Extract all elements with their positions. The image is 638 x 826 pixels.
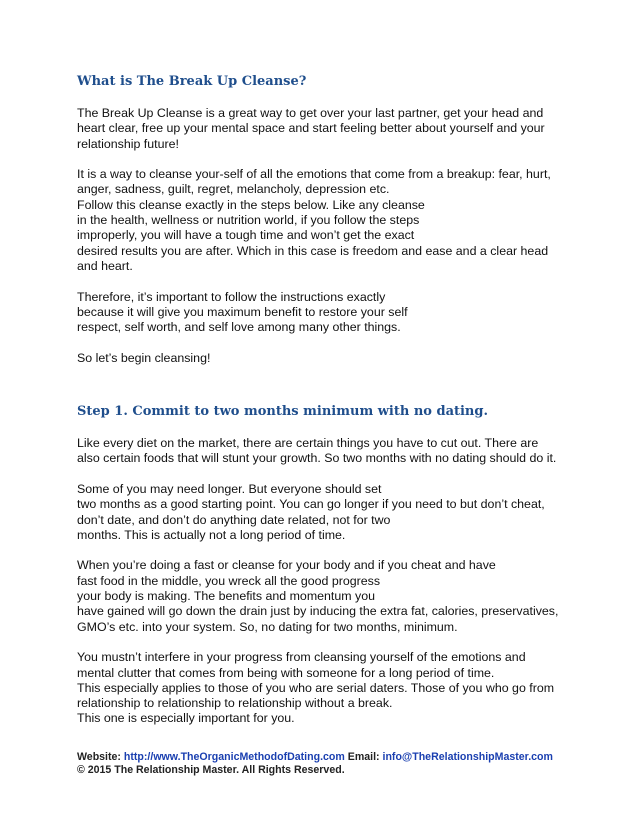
paragraph-diet-analogy [77, 436, 577, 467]
paragraph-two-months [77, 482, 577, 543]
paragraph-follow-instructions [77, 290, 577, 336]
paragraph-cleanse-definition [77, 167, 577, 274]
section-heading-break-up-cleanse: What is The Break Up Cleanse? [77, 74, 307, 89]
text-line: This especially applies to those of you who are serial daters. Those of you who go from [77, 680, 555, 695]
text-line: also certain foods that will stunt your growth. So two months with no dating should do it. [77, 451, 557, 466]
paragraph-gap [77, 467, 577, 482]
paragraph-intro [77, 106, 577, 152]
page-footer [77, 751, 553, 777]
text-line: When you’re doing a fast or cleanse for your body and if you cheat and have [77, 558, 496, 573]
paragraph-gap [77, 335, 577, 350]
text-line: heart clear, free up your mental space and start feeling better about yourself and your [77, 121, 545, 136]
footer-contact-line [77, 751, 553, 764]
paragraph-gap [77, 152, 577, 167]
paragraph-fast-analogy [77, 558, 577, 634]
paragraph-gap [77, 274, 577, 289]
text-line: Follow this cleanse exactly in the steps below. Like any cleanse [77, 197, 425, 212]
text-line: Therefore, it’s important to follow the instructions exactly [77, 289, 386, 304]
text-line: months. This is actually not a long period of time. [77, 527, 346, 542]
website-label: Website: [77, 751, 124, 763]
text-line: It is a way to cleanse your-self of all the emotions that come from a breakup: fear, hurt, [77, 167, 551, 182]
text-line: Like every diet on the market, there are certain things you have to cut out. There are [77, 436, 539, 451]
text-line: mental clutter that comes from being with someone for a long period of time. [77, 665, 495, 680]
text-line: You mustn’t interfere in your progress from cleansing yourself of the emotions and [77, 650, 526, 665]
text-line: respect, self worth, and self love among many other things. [77, 320, 401, 335]
text-line: improperly, you will have a tough time and won’t get the exact [77, 228, 415, 243]
text-line: anger, sadness, guilt, regret, melancholy, depression etc. [77, 182, 390, 197]
text-line: Some of you may need longer. But everyone should set [77, 481, 382, 496]
text-line: in the health, wellness or nutrition world, if you follow the steps [77, 213, 420, 228]
email-label: Email: [347, 751, 383, 763]
paragraph-gap [77, 543, 577, 558]
text-line: GMO’s etc. into your system. So, no dating for two months, minimum. [77, 619, 458, 634]
text-line: relationship to relationship to relationship without a break. [77, 696, 393, 711]
copyright-notice: © 2015 The Relationship Master. All Rights Reserved. [77, 764, 345, 776]
text-line: This one is especially important for you. [77, 711, 295, 726]
document-body [77, 74, 577, 727]
paragraph-gap [77, 635, 577, 650]
text-line: fast food in the middle, you wreck all the good progress [77, 573, 381, 588]
email-link[interactable]: info@TheRelationshipMaster.com [382, 751, 553, 763]
text-line: have gained will go down the drain just by inducing the extra fat, calories, preservatives, [77, 604, 559, 619]
website-link[interactable]: http://www.TheOrganicMethodofDating.com [123, 751, 345, 763]
text-line: don’t date, and don’t do anything date related, not for two [77, 512, 391, 527]
section-heading-step-1: Step 1. Commit to two months minimum with no dating. [77, 404, 489, 420]
text-line: two months as a good starting point. You can go longer if you need to but don’t cheat, [77, 497, 545, 512]
text-line: because it will give you maximum benefit to restore your self [77, 304, 408, 319]
text-line: The Break Up Cleanse is a great way to get over your last partner, get your head and [77, 106, 544, 120]
text-line: So let’s begin cleansing! [77, 350, 211, 365]
text-line: your body is making. The benefits and momentum you [77, 589, 375, 604]
text-line: desired results you are after. Which in this case is freedom and ease and a clear head [77, 243, 549, 258]
paragraph-begin [77, 351, 577, 366]
paragraph-serial-daters [77, 650, 577, 726]
text-line: relationship future! [77, 136, 179, 151]
text-line: and heart. [77, 258, 133, 273]
